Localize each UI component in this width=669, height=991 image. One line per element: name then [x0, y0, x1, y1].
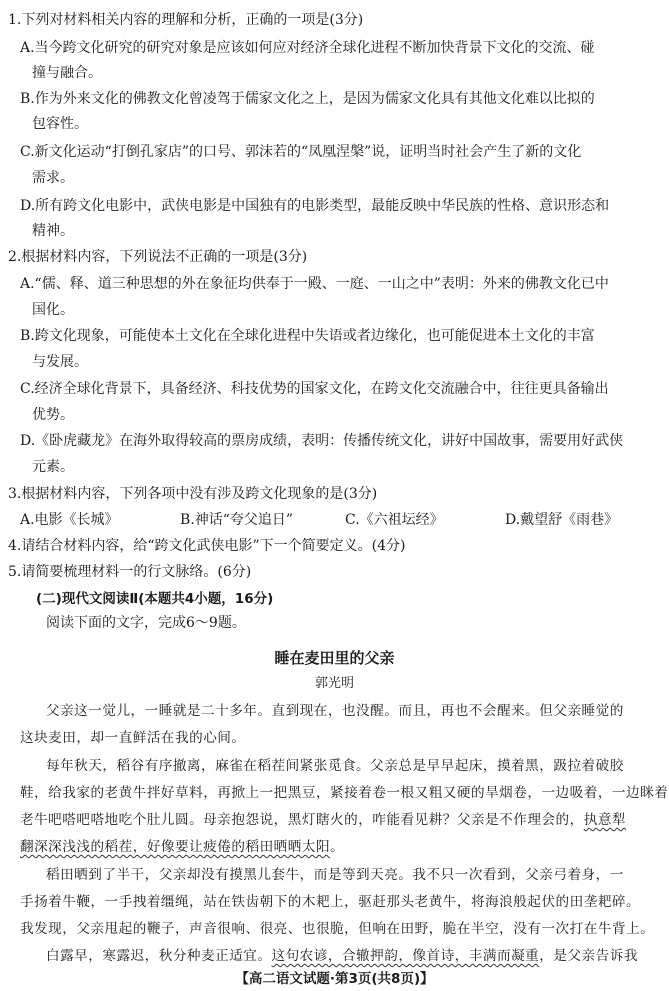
paragraph-3-line-3: 我发现，父亲甩起的鞭子，声音很响、很亮、也很脆，但响在田野，脆在半空，没有一次打在牛背上。 [20, 921, 655, 937]
wavy-underlined-text: 执意犁 [583, 812, 627, 828]
paragraph-4-line-1 [46, 946, 638, 966]
q5-stem: 5.请简要梳理材料一的行文脉络。(6分) [8, 564, 252, 580]
paragraph-4-line-1-end: ，是父亲告诉我 [539, 948, 638, 964]
paragraph-3-line-1: 稻田晒到了半干，父亲却没有摸黑儿套牛，而是等到天亮。我不只一次看到，父亲弓着身，一 [46, 867, 624, 883]
q3-option-b: B.神话“夸父追日” [180, 512, 294, 528]
wavy-underlined-text: 翻深深浅浅的稻茬，好像要让疲倦的稻田晒晒太阳 [20, 839, 331, 855]
paragraph-3-line-2: 手扬着牛鞭，一手拽着缰绳，站在铁齿朝下的木耙上，驱赶那头老黄牛，将海浪般起伏的田垄耙碎。 [20, 894, 641, 910]
paragraph-2-line-2: 鞋，给我家的老黄牛拌好草料，再掀上一把黑豆，紧接着卷一根又粗又硬的旱烟卷，一边吸着，一边眯着 [20, 785, 669, 801]
article-title: 睡在麦田里的父亲 [274, 649, 395, 667]
page-footer: 【高二语文试题·第3页(共8页)】 [235, 971, 434, 987]
q2-option-b-line1: B.跨文化现象，可能使本土文化在全球化进程中失语或者边缘化，也可能促进本土文化的丰富 [20, 328, 595, 344]
q1-option-c-line2: 需求。 [32, 170, 74, 186]
section-heading: (二)现代文阅读Ⅱ(本题共4小题，16分) [36, 591, 274, 607]
q2-option-b-line2: 与发展。 [32, 354, 88, 370]
q3-stem: 3.根据材料内容，下列各项中没有涉及跨文化现象的是(3分) [8, 486, 378, 502]
q2-option-c-line1: C.经济全球化背景下，具备经济、科技优势的国家文化，在跨文化交流融合中，往往更具备输出 [20, 381, 609, 397]
paragraph-1-line-2: 这块麦田，却一直鲜活在我的心间。 [20, 730, 246, 746]
q1-option-d-line1: D.所有跨文化电影中，武侠电影是中国独有的电影类型，最能反映中华民族的性格、意识形态和 [20, 198, 610, 214]
q2-option-a-line2: 国化。 [32, 302, 74, 318]
article-author: 郭光明 [314, 676, 354, 691]
paragraph-2-line-4-end: 。 [330, 839, 345, 855]
q1-option-a-line1: A.当今跨文化研究的研究对象是应该如何应对经济全球化进程不断加快背景下文化的交流、碰 [20, 40, 595, 56]
q2-option-a-line1: A.“儒、释、道三种思想的外在象征均供奉于一殿、一庭、一山之中”表明：外来的佛教文化已中 [20, 276, 609, 292]
q1-stem: 1.下列对材料相关内容的理解和分析，正确的一项是(3分) [8, 12, 364, 28]
q1-option-d-line2: 精神。 [32, 223, 74, 239]
q1-option-a-line2: 撞与融合。 [32, 65, 102, 81]
q3-option-a: A.电影《长城》 [20, 512, 119, 528]
paragraph-2-line-4 [20, 837, 344, 857]
paragraph-1-line-1: 父亲这一觉儿，一睡就是二十多年。直到现在，也没醒。而且，再也不会醒来。但父亲睡觉的 [46, 703, 624, 719]
q2-option-d-line1: D.《卧虎藏龙》在海外取得较高的票房成绩，表明：传播传统文化，讲好中国故事，需要用好武侠 [20, 433, 624, 449]
paragraph-2-line-1: 每年秋天，稻谷有序撤离，麻雀在稻茬间紧张觅食。父亲总是早早起床，摸着黑，趿拉着破胶 [46, 758, 624, 774]
q3-option-c: C.《六祖坛经》 [345, 512, 444, 528]
q3-option-d: D.戴望舒《雨巷》 [505, 512, 619, 528]
q1-option-b-line2: 包容性。 [32, 116, 88, 132]
paragraph-4-line-1-text: 白露早，寒露迟，秋分种麦正适宜。 [46, 948, 272, 964]
q2-option-c-line2: 优势。 [32, 407, 74, 423]
reading-instruction: 阅读下面的文字，完成6～9题。 [46, 615, 246, 631]
wavy-underlined-text: 这句农谚，合辙押韵，像首诗，丰满而凝重 [271, 948, 540, 964]
q2-stem: 2.根据材料内容，下列说法不正确的一项是(3分) [8, 249, 308, 265]
q1-option-c-line1: C.新文化运动“打倒孔家店”的口号、郭沫若的“凤凰涅槃”说，证明当时社会产生了新的文化 [20, 144, 582, 160]
q1-option-b-line1: B.作为外来文化的佛教文化曾凌驾于儒家文化之上，是因为儒家文化具有其他文化难以比拟的 [20, 91, 595, 107]
paragraph-2-line-3 [20, 810, 626, 830]
q2-option-d-line2: 元素。 [32, 459, 74, 475]
paragraph-2-line-3-text: 老牛吧嗒吧嗒地吃个肚儿圆。母亲抱怨说，黑灯瞎火的，咋能看见耕？父亲是不作理会的， [20, 812, 584, 828]
q4-stem: 4.请结合材料内容，给“跨文化武侠电影”下一个简要定义。(4分) [8, 538, 406, 554]
